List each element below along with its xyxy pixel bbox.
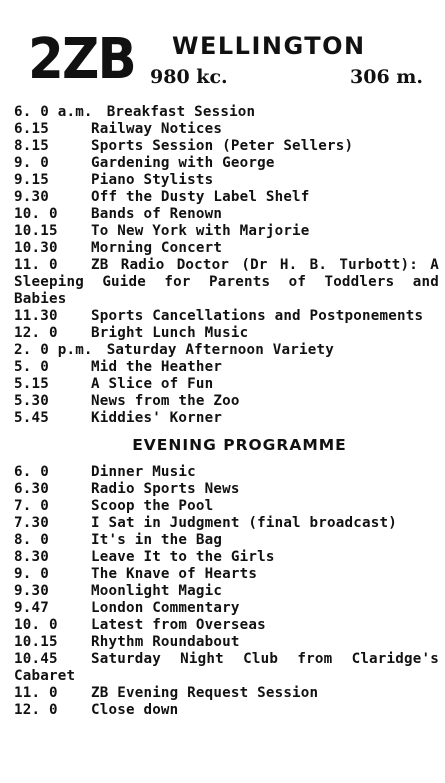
item-programme: Saturday Night Club from Claridge's Cabaret [14,651,439,684]
list-item [14,532,439,549]
station-frequency: 980 kc. [150,66,228,88]
item-programme: ZB Evening Request Session [91,685,319,701]
item-programme: Gardening with George [91,155,275,171]
list-item [14,566,439,583]
item-programme: Sports Cancellations and Postponements [91,308,424,324]
item-programme: Bright Lunch Music [91,325,249,341]
item-programme: To New York with Marjorie [91,223,310,239]
item-programme: London Commentary [91,600,240,616]
list-item [14,155,439,172]
list-item [14,393,439,410]
item-programme: Close down [91,702,179,718]
list-item [14,481,439,498]
list-item [14,121,439,138]
item-time: 6. 0 [14,464,49,480]
list-item [14,376,439,393]
item-programme: The Knave of Hearts [91,566,258,582]
item-time: 8.30 [14,549,49,565]
item-programme: Off the Dusty Label Shelf [91,189,310,205]
item-time: 6.30 [14,481,49,497]
item-programme: Rhythm Roundabout [91,634,240,650]
station-city: WELLINGTON [172,32,366,60]
list-item [14,549,439,566]
item-time: 8.15 [14,138,49,154]
programme-list [14,104,439,719]
station-header [0,0,445,100]
list-item [14,240,439,257]
item-programme: Radio Sports News [91,481,240,497]
item-time: 10.45 [14,651,58,667]
item-programme: Saturday Afternoon Variety [106,342,334,358]
item-time: 6. 0 a.m. [14,104,93,120]
item-time: 5.30 [14,393,49,409]
item-time: 5.15 [14,376,49,392]
item-time: 11.30 [14,308,58,324]
item-programme: Sports Session (Peter Sellers) [91,138,354,154]
item-time: 9. 0 [14,155,49,171]
list-item [14,172,439,189]
item-time: 10. 0 [14,617,58,633]
list-item [14,583,439,600]
item-time: 7.30 [14,515,49,531]
item-time: 9.30 [14,189,49,205]
list-item [14,634,439,651]
item-programme: Latest from Overseas [91,617,266,633]
item-programme: A Slice of Fun [91,376,214,392]
item-programme: Morning Concert [91,240,223,256]
item-programme: Dinner Music [91,464,196,480]
item-programme: Railway Notices [91,121,223,137]
list-item [14,223,439,240]
list-item [14,257,439,308]
item-programme: ZB Radio Doctor (Dr H. B. Turbott): A Sleeping Guide for Parents of Toddlers and Babies [14,257,439,307]
item-time: 5. 0 [14,359,49,375]
list-item [14,138,439,155]
item-time: 12. 0 [14,325,58,341]
list-item [14,206,439,223]
item-programme: Scoop the Pool [91,498,214,514]
item-time: 6.15 [14,121,49,137]
item-programme: Piano Stylists [91,172,214,188]
evening-heading: EVENING PROGRAMME [132,436,347,454]
item-programme: Kiddies' Korner [91,410,223,426]
item-time: 8. 0 [14,532,49,548]
item-programme: Mid the Heather [91,359,223,375]
list-item [14,359,439,376]
station-wavelength: 306 m. [350,66,423,88]
item-time: 2. 0 p.m. [14,342,93,358]
item-programme: It's in the Bag [91,532,223,548]
item-time: 9.47 [14,600,49,616]
item-time: 11. 0 [14,257,58,273]
item-time: 10. 0 [14,206,58,222]
list-item [14,600,439,617]
item-programme: Leave It to the Girls [91,549,275,565]
item-time: 9.15 [14,172,49,188]
list-item [14,464,439,481]
item-time: 11. 0 [14,685,58,701]
item-time: 9.30 [14,583,49,599]
list-item [14,410,439,427]
station-callsign: 2ZB [28,27,135,92]
item-time: 12. 0 [14,702,58,718]
item-time: 10.30 [14,240,58,256]
item-programme: News from the Zoo [91,393,240,409]
list-item [14,651,439,685]
item-programme: Bands of Renown [91,206,223,222]
list-item [14,325,439,342]
item-programme: Breakfast Session [106,104,256,120]
item-time: 9. 0 [14,566,49,582]
list-item [14,515,439,532]
item-time: 10.15 [14,634,58,650]
item-time: 7. 0 [14,498,49,514]
list-item [14,342,439,359]
item-programme: Moonlight Magic [91,583,223,599]
list-item [14,702,439,719]
list-item [14,498,439,515]
list-item [14,685,439,702]
list-item [14,308,439,325]
item-programme: I Sat in Judgment (final broadcast) [91,515,397,531]
list-item [14,104,439,121]
list-item [14,189,439,206]
item-time: 10.15 [14,223,58,239]
list-item [14,617,439,634]
item-time: 5.45 [14,410,49,426]
